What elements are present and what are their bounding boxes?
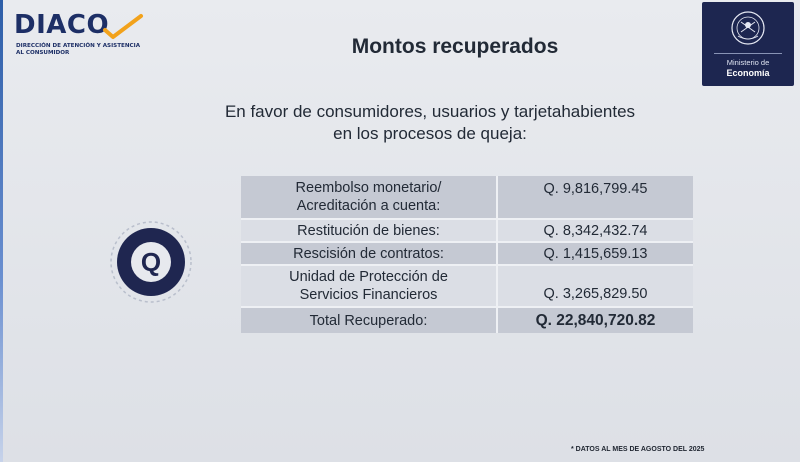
table-row: [241, 176, 693, 220]
logo-check-icon: [97, 12, 145, 42]
left-accent-line: [0, 0, 3, 462]
row-value: Q. 1,415,659.13: [498, 243, 693, 264]
q-letter: Q: [140, 247, 162, 277]
table-row: [241, 243, 693, 266]
subtitle-line-2: en los procesos de queja:: [333, 124, 527, 143]
table-total-row: [241, 308, 693, 333]
label-line: Servicios Financieros: [299, 287, 438, 303]
row-label: [241, 176, 498, 218]
logo-tagline: DIRECCIÓN DE ATENCIÓN Y ASISTENCIA AL CONSUMIDOR: [16, 43, 141, 56]
total-value: Q. 22,840,720.82: [498, 308, 693, 333]
label-line: Reembolso monetario/: [295, 180, 442, 196]
table-row: [241, 220, 693, 243]
ministry-name: Economía: [726, 68, 770, 78]
label-line: Acreditación a cuenta:: [296, 198, 441, 214]
total-label: Total Recuperado:: [241, 308, 498, 333]
row-label: [241, 266, 498, 306]
quetzal-currency-icon: [108, 219, 194, 305]
page-subtitle: [200, 101, 660, 145]
label-line: Unidad de Protección de: [289, 269, 448, 285]
data-date-footnote: * DATOS AL MES DE AGOSTO DEL 2025: [571, 446, 705, 453]
recovered-amounts-table: [241, 176, 693, 333]
row-value: Q. 9,816,799.45: [498, 176, 693, 218]
subtitle-line-1: En favor de consumidores, usuarios y tarjetahabientes: [224, 102, 636, 121]
diaco-logo: [14, 10, 144, 60]
ministry-badge: [702, 2, 794, 86]
row-value: Q. 3,265,829.50: [498, 266, 693, 306]
row-label: Restitución de bienes:: [241, 220, 498, 241]
ministry-divider: [714, 53, 782, 54]
page-title: Montos recuperados: [351, 35, 559, 58]
row-label: Rescisión de contratos:: [241, 243, 498, 264]
logo-wordmark: DIACO: [14, 10, 110, 40]
ministry-label: Ministerio de: [726, 58, 770, 67]
guatemala-seal-icon: [730, 10, 766, 46]
table-row: [241, 266, 693, 308]
row-value: Q. 8,342,432.74: [498, 220, 693, 241]
